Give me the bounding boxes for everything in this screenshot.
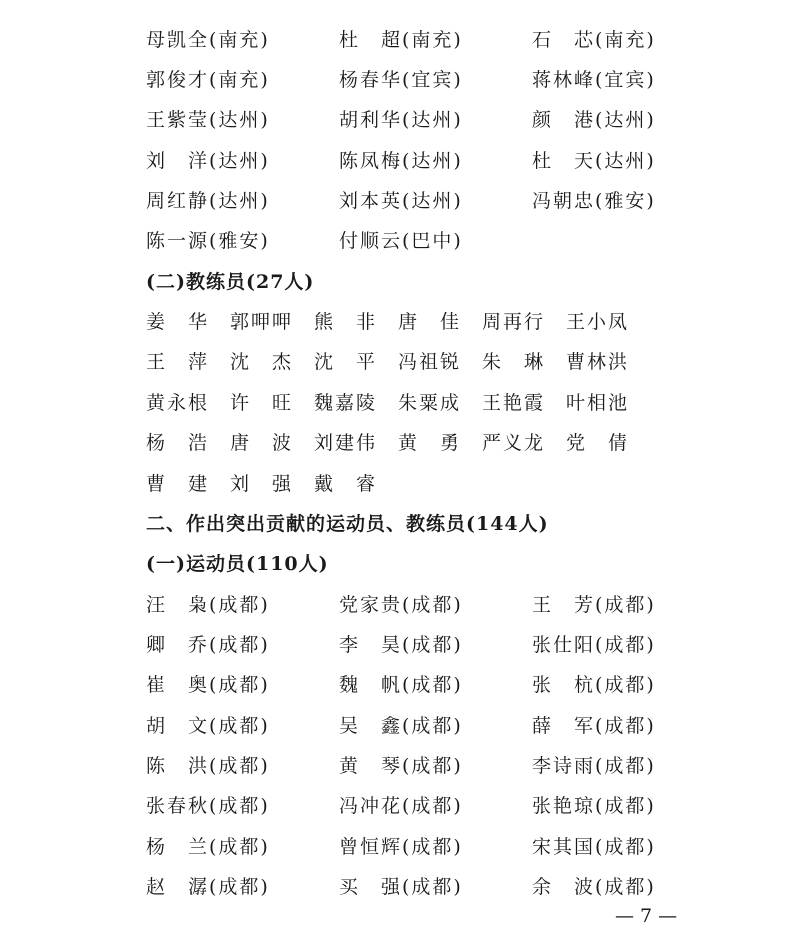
coach-name: 唐 波 [230, 432, 294, 454]
athlete-name: 李诗雨(成都) [532, 755, 656, 777]
athlete-name: 陈凤梅(达州) [339, 150, 463, 172]
coach-name: 王小凤 [566, 311, 630, 333]
coach-name: 朱粟成 [398, 392, 462, 414]
athlete-name: 王紫莹(达州) [146, 109, 270, 131]
athlete-name: 张 杭(成都) [532, 674, 656, 696]
athlete-name: 张艳琼(成都) [532, 795, 656, 817]
coach-name: 王 萍 [146, 351, 210, 373]
athlete-name: 吴 鑫(成都) [339, 715, 463, 737]
athlete-name: 胡 文(成都) [146, 715, 270, 737]
athlete-name: 杨 兰(成都) [146, 836, 270, 858]
coach-name: 沈 平 [314, 351, 378, 373]
coach-name: 郭呷呷 [230, 311, 294, 333]
athlete-name: 刘本英(达州) [339, 190, 463, 212]
athlete-name: 胡利华(达州) [339, 109, 463, 131]
coach-name: 冯祖锐 [398, 351, 462, 373]
athlete-name: 崔 奥(成都) [146, 674, 270, 696]
coach-name: 戴 睿 [314, 473, 378, 495]
coach-name: 姜 华 [146, 311, 210, 333]
coach-name: 朱 琳 [482, 351, 546, 373]
page-number: — 7 — [615, 905, 678, 927]
athlete-name: 赵 潺(成都) [146, 876, 270, 898]
athlete-name: 颜 港(达州) [532, 109, 656, 131]
coach-name: 魏嘉陵 [314, 392, 378, 414]
coach-name: 刘 强 [230, 473, 294, 495]
athlete-name: 杨春华(宜宾) [339, 69, 463, 91]
athlete-name: 李 昊(成都) [339, 634, 463, 656]
coach-name: 黄 勇 [398, 432, 462, 454]
athlete-name: 卿 乔(成都) [146, 634, 270, 656]
coach-name: 王艳霞 [482, 392, 546, 414]
athlete-name: 陈 洪(成都) [146, 755, 270, 777]
coach-name: 曹林洪 [566, 351, 630, 373]
coach-name: 杨 浩 [146, 432, 210, 454]
coach-name: 曹 建 [146, 473, 210, 495]
athlete-name: 张春秋(成都) [146, 795, 270, 817]
coaches-heading: (二)教练员(27人) [146, 271, 315, 293]
athlete-name: 母凯全(南充) [146, 29, 270, 51]
athlete-name: 杜 天(达州) [532, 150, 656, 172]
coach-name: 周再行 [482, 311, 546, 333]
athlete-name: 蒋林峰(宜宾) [532, 69, 656, 91]
coach-name: 沈 杰 [230, 351, 294, 373]
athlete-name: 周红静(达州) [146, 190, 270, 212]
athlete-name: 薛 军(成都) [532, 715, 656, 737]
athlete-name: 汪 枭(成都) [146, 594, 270, 616]
athlete-name: 党家贵(成都) [339, 594, 463, 616]
athlete-name: 黄 琴(成都) [339, 755, 463, 777]
athlete-name: 余 波(成都) [532, 876, 656, 898]
athlete-name: 冯朝忠(雅安) [532, 190, 656, 212]
athlete-name: 冯冲花(成都) [339, 795, 463, 817]
athlete-name: 杜 超(南充) [339, 29, 463, 51]
athlete-name: 陈一源(雅安) [146, 230, 270, 252]
athlete-name: 魏 帆(成都) [339, 674, 463, 696]
athlete-name: 买 强(成都) [339, 876, 463, 898]
athlete-name: 石 芯(南充) [532, 29, 656, 51]
athlete-name: 曾恒辉(成都) [339, 836, 463, 858]
coach-name: 叶相池 [566, 392, 630, 414]
coach-name: 黄永根 [146, 392, 210, 414]
coach-name: 许 旺 [230, 392, 294, 414]
athlete-name: 王 芳(成都) [532, 594, 656, 616]
section-heading: 二、作出突出贡献的运动员、教练员(144人) [146, 513, 549, 535]
athlete-name: 付顺云(巴中) [339, 230, 463, 252]
coach-name: 党 倩 [566, 432, 630, 454]
athletes-heading: (一)运动员(110人) [146, 553, 329, 575]
athlete-name: 郭俊才(南充) [146, 69, 270, 91]
coach-name: 刘建伟 [314, 432, 378, 454]
coach-name: 熊 非 [314, 311, 378, 333]
athlete-name: 宋其国(成都) [532, 836, 656, 858]
athlete-name: 刘 洋(达州) [146, 150, 270, 172]
coach-name: 严义龙 [482, 432, 546, 454]
coach-name: 唐 佳 [398, 311, 462, 333]
athlete-name: 张仕阳(成都) [532, 634, 656, 656]
